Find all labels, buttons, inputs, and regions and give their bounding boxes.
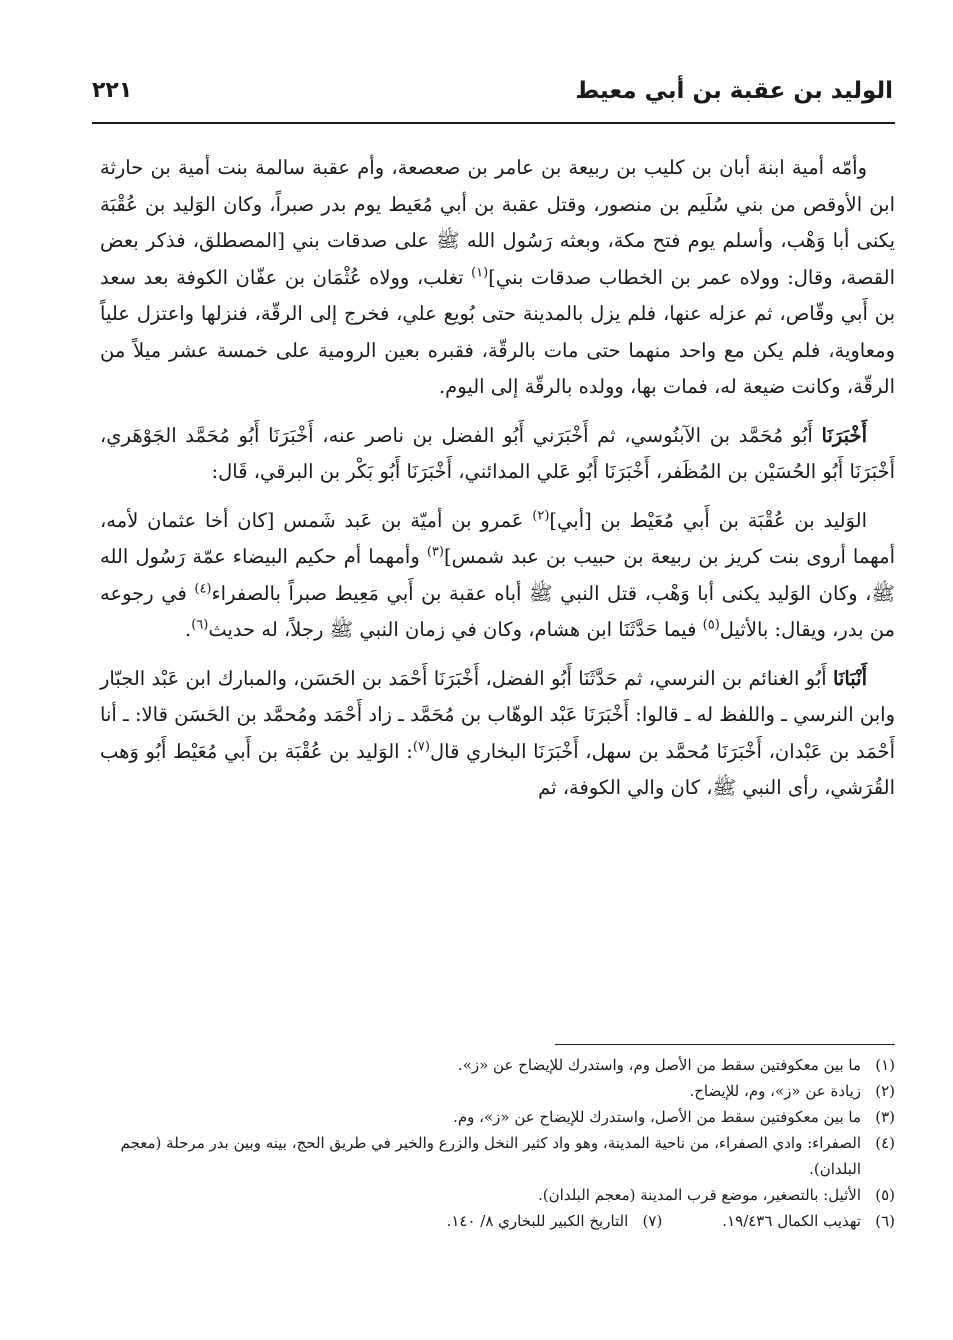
footnotes: [100, 1052, 895, 1234]
paragraph-text: وأمهما أم حكيم البيضاء عمّة رَسُول الله ﷺ، وكان الوَليد يكنى أبا وَهْب، قتل النبي ﷺ أباه عقبة بن أَبي مَعِيط صبراً بالصفراء: [100, 545, 896, 605]
paragraph-text: الوَليد بن عُقْبَة بن أَبي مُعَيْط بن [أبي]: [549, 508, 867, 532]
footnote-ref: (١): [471, 265, 489, 280]
footnote-number: (٣): [875, 1108, 895, 1126]
footnote: [100, 1052, 895, 1078]
paragraph-text: .: [185, 618, 192, 641]
footnote-ref: (٧): [412, 739, 430, 754]
footnote-text: زيادة عن «ز»، وم، للإيضاح.: [689, 1082, 861, 1100]
footnote: [100, 1078, 895, 1104]
chain-lead-word: أَنْبَانَا: [832, 666, 867, 690]
footnote-ref: (٦): [191, 617, 209, 633]
footnote-number: (٦): [875, 1212, 895, 1230]
footnote-text: التاريخ الكبير للبخاري ٨/ ١٤٠.: [446, 1212, 629, 1230]
paragraph-text: تغلب، وولاه عُثْمَان بن عفّان الكوفة بعد سعد بن أَبي وقّاص، ثم عزله عنها، فلم يزل بالمدينة حتى بُويع علي، فخرج إلى الرقّة، فنزلها واعتزل علياً ومعاوية، فلم يكن مع واحد منهما حتى مات بالرقّة، فقبره بعين الرومية على خمسة عشر ميلاً من الرقّة، وكانت ضيعة له، فمات بها، وولده بالرقّة إلى اليوم.: [100, 265, 895, 398]
paragraph: [100, 661, 895, 807]
footnote: [447, 1208, 663, 1234]
main-text: [100, 150, 895, 807]
paragraph-text: أَبُو مُحَمَّد بن الآبنُوسي، ثم أَخْبَرَني أَبُو الفضل بن ناصر عنه، أَخْبَرَنَا أَبُو مُحَمَّد الجَوْهَري، أَخْبَرَنَا أَبُو الحُسَيْن بن المُظَفر، أَخْبَرَنَا أَبُو عَلي المدائني، أَخْبَرَنَا أَبُو بَكْر بن البرقي، قَال:: [100, 423, 895, 483]
paragraph-text: عَمرو بن أميّة بن عَبد شَمس [كان أخا عثمان لأمه، أمهما أروى بنت كريز بن ربيعة بن حبيب بن عبد شمس]: [100, 508, 895, 568]
paragraph: [100, 150, 895, 406]
footnote: [100, 1104, 895, 1130]
footnote-text: ما بين معكوفتين سقط من الأصل وم، واستدرك للإيضاح عن «ز».: [457, 1056, 861, 1074]
footnote-text: الصفراء: وادي الصفراء، من ناحية المدينة، وهو واد كثير النخل والزرع والخير في طريق الحج، بينه وبين بدر مرحلة (معجم البلدان).: [120, 1134, 861, 1178]
footnote-number: (٤): [875, 1134, 895, 1152]
paragraph: [100, 503, 895, 649]
footnote-ref: (٣): [426, 544, 444, 560]
paragraph-text: وأمّه أمية ابنة أبان بن كليب بن ربيعة بن عامر بن صعصعة، وأم عقبة سالمة بنت أمية بن حارثة ابن الأوقص من بني سُلَيم بن منصور، وقتل عقبة بن أبي مُعَيط يوم بدر صبراً، وكان الوَليد بن عُقْبَة يكنى أبا وَهْب، وأسلم يوم فتح مكة، وبعثه رَسُول الله ﷺ على صدقات بني [المصطلق، فذكر بعض القصة، وقال: وولاه عمر بن الخطاب صدقات بني]: [100, 156, 895, 289]
paragraph: [100, 418, 895, 491]
chain-lead-word: أَخْبَرَنَا: [821, 423, 867, 447]
page-header: [92, 78, 893, 118]
page-number: ٢٢١: [92, 78, 133, 103]
paragraph-text: فيما حَدَّثَنَا ابن هشام، وكان في زمان النبي ﷺ رجلاً، له حديث: [208, 618, 703, 641]
footnote-number: (٢): [875, 1082, 895, 1100]
footnote-ref: (٤): [194, 581, 212, 596]
footnote: [722, 1208, 895, 1234]
footnote-number: (٧): [642, 1212, 663, 1230]
footnote-text: تهذيب الكمال ١٩/٤٣٦.: [722, 1212, 861, 1230]
footnote-row: [100, 1208, 895, 1234]
footnote-number: (٥): [875, 1186, 895, 1204]
footnote: [100, 1182, 895, 1208]
footnote-text: ما بين معكوفتين سقط من الأصل، واستدرك للإيضاح عن «ز»، وم.: [453, 1108, 861, 1126]
running-title: الوليد بن عقبة بن أبي معيط: [575, 78, 893, 104]
paragraph-text: أَبُو الغنائم بن النرسي، ثم حَدَّثَنَا أَبُو الفضل، أَخْبَرَنَا أَحْمَد بن الحَسَن، والمبارك ابن عَبْد الجبّار وابن النرسي ـ واللفظ له ـ قالوا: أَخْبَرَنَا عَبْد الوهّاب بن مُحَمَّد ـ زاد أَحْمَد ومُحمَّد بن الحَسَن قالا: ـ أنا أَحْمَد بن عَبْدان، أَخْبَرَنَا مُحمَّد بن سهل، أَخْبَرَنَا البخاري قال: [100, 666, 895, 763]
footnote-separator: [555, 1044, 895, 1045]
footnote-number: (١): [875, 1056, 895, 1074]
header-rule: [92, 122, 895, 124]
footnote-ref: (٥): [702, 617, 720, 633]
footnote-text: الأثيل: بالتصغير، موضع قرب المدينة (معجم البلدان).: [538, 1186, 861, 1204]
paragraph-text: : الوَليد بن عُقْبَة بن أَبي مُعَيْط أَبُو وَهب القُرَشي، رأى النبي ﷺ، كان والي الكوفة، ثم: [100, 739, 895, 799]
footnote: [100, 1130, 895, 1182]
paragraph-text: في رجوعه من بدر، ويقال: بالأثيل: [100, 581, 895, 641]
footnote-ref: (٢): [532, 508, 550, 523]
